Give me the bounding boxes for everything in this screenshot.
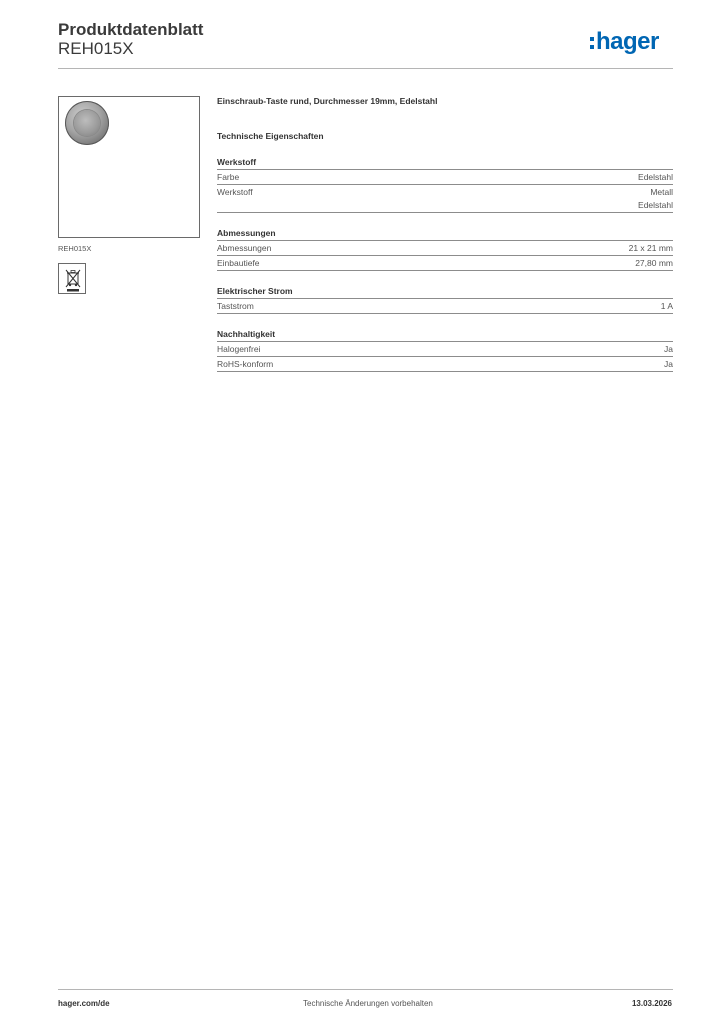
spec-value: 27,80 mm: [635, 258, 673, 268]
document-title: Produktdatenblatt: [58, 20, 204, 39]
footer-divider: [58, 989, 673, 990]
spec-table: [217, 240, 673, 271]
spec-table: [217, 341, 673, 372]
group-nachhaltigkeit: [217, 329, 673, 372]
spec-row: [217, 184, 673, 213]
group-heading: Abmessungen: [217, 228, 276, 238]
logo-text: hager: [596, 28, 659, 55]
spec-row: [217, 169, 673, 184]
logo-dots-icon: [590, 37, 594, 49]
product-description: Einschraub-Taste rund, Durchmesser 19mm, Edelstahl: [217, 96, 438, 106]
tech-properties-heading: Technische Eigenschaften: [217, 131, 324, 141]
spec-label: Farbe: [217, 172, 240, 182]
spec-row: [217, 356, 673, 372]
article-number: REH015X: [58, 39, 134, 58]
group-heading: Werkstoff: [217, 157, 257, 167]
footer-notice: Technische Änderungen vorbehalten: [303, 999, 433, 1008]
spec-table: [217, 298, 673, 314]
spec-row: [217, 341, 673, 356]
spec-value: Ja: [664, 344, 673, 354]
weee-bin-icon: [58, 263, 86, 294]
round-push-button-image: [65, 101, 109, 145]
group-werkstoff: [217, 157, 673, 213]
footer-date: 13.03.2026: [631, 999, 672, 1008]
spec-value: 1 A: [660, 301, 673, 311]
footer-website-link[interactable]: hager.com/de: [58, 999, 110, 1008]
header-divider: [58, 68, 673, 69]
spec-label: RoHS-konform: [217, 359, 274, 369]
spec-value: Edelstahl: [638, 172, 673, 182]
spec-value: Ja: [664, 359, 673, 369]
spec-value: Metall Edelstahl: [638, 187, 673, 210]
spec-table: [217, 169, 673, 213]
group-heading: Elektrischer Strom: [217, 286, 293, 296]
spec-label: Einbautiefe: [217, 258, 260, 268]
group-elektrischer-strom: [217, 286, 673, 314]
product-image: [58, 96, 200, 238]
spec-label: Werkstoff: [217, 187, 253, 197]
specifications: [217, 96, 673, 372]
spec-value: 21 x 21 mm: [628, 243, 673, 253]
spec-label: Abmessungen: [217, 243, 272, 253]
group-abmessungen: [217, 228, 673, 271]
spec-label: Halogenfrei: [217, 344, 261, 354]
hager-logo: [590, 28, 659, 56]
spec-row: [217, 240, 673, 255]
spec-label: Taststrom: [217, 301, 254, 311]
spec-row: [217, 255, 673, 271]
image-caption: REH015X: [58, 244, 92, 253]
group-heading: Nachhaltigkeit: [217, 329, 276, 339]
spec-row: [217, 298, 673, 314]
